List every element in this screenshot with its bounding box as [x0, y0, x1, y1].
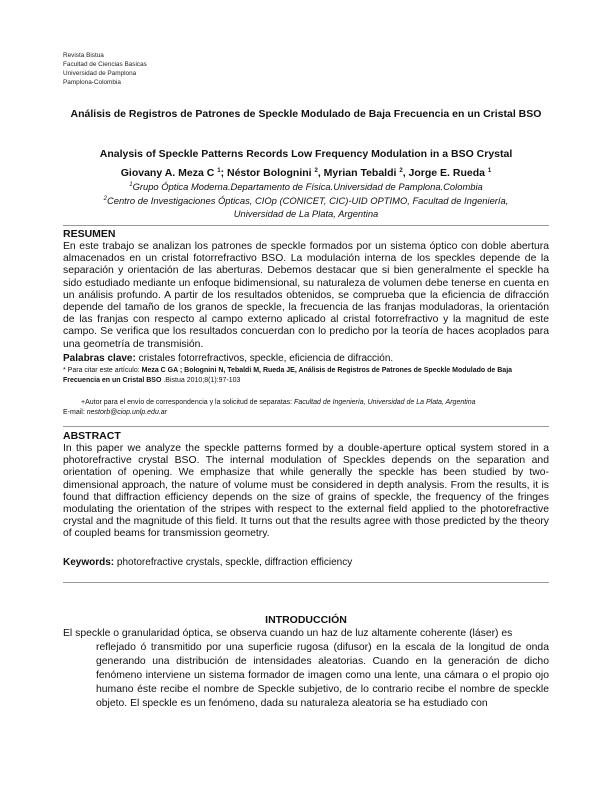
author-bolognini: ; Néstor Bolognini: [220, 167, 312, 179]
email-link[interactable]: nestorb@ciop.unlp.edu.ar: [86, 408, 168, 416]
correspondence-prefix: +Autor para el envío de correspondencia y la solicitud de separatas:: [81, 399, 295, 406]
citation: [63, 366, 549, 385]
divider: [63, 582, 549, 583]
correspondence: [63, 398, 549, 417]
author-rueda-sup: 1: [487, 168, 492, 174]
title-spanish: Análisis de Registros de Patrones de Speckle Modulado de Baja Frecuencia en un Cristal BSO: [70, 108, 542, 120]
abstract-keywords: [63, 557, 549, 568]
resumen-keywords-label: Palabras clave:: [63, 353, 136, 364]
affiliation-2-sup: 2: [103, 196, 107, 202]
citation-bold: Meza C GA ; Bolognini N, Tebaldi M, Rueda JE, Análisis de Registros de Patrones de Speckle Modulado de Baja Frecuencia en un Cristal BSO: [63, 367, 513, 384]
author-rueda: , Jorge E. Rueda: [402, 167, 485, 179]
location: Pamplona-Colombia: [63, 79, 121, 86]
citation-suffix: .Bistua 2010;8(1):97-103: [161, 376, 241, 384]
affiliation-2-cont: Universidad de La Plata, Argentina: [233, 208, 379, 219]
abstract-keywords-text: photorefractive crystals, speckle, diffraction efficiency: [114, 557, 353, 568]
resumen-body: En este trabajo se analizan los patrones de speckle formados por un sistema óptico con doble abertura almacenados en un cristal fotorrefractivo BSO. La modulación interna de los speckles depende de la separación y orientación de las aberturas. Debemos destacar que si bien generalmente el speckle ha sido estudiado mediante un enfoque bidimensional, su naturaleza de volumen debe tenerse en cuenta en un análisis profundo. A partir de los resultados obtenidos, se comprueba que la eficiencia de difracción depende del tamaño de los granos de speckle, la frecuencia de las franjas moduladoras, la orientación de las franjas con respecto al campo externo aplicado al cristal fotorrefractivo y la magnitud de este campo. Se verifica que los resultados concuerdan con lo predicho por la teoría de haces acoplados para una geometría de transmisión.: [63, 241, 549, 350]
journal-name: Revista Bistua: [63, 52, 104, 59]
affiliation-1: [63, 181, 549, 193]
divider: [63, 225, 549, 226]
correspondence-address: Facultad de Ingeniería, Universidad de La Plata, Argentina: [294, 399, 476, 406]
affiliation-2: [63, 195, 549, 207]
abstract-keywords-label: Keywords:: [63, 557, 115, 568]
intro-heading: INTRODUCCIÓN: [265, 614, 347, 626]
title-english: Analysis of Speckle Patterns Records Low Frequency Modulation in a BSO Crystal: [99, 148, 513, 160]
author-tebaldi: , Myrian Tebaldi: [317, 167, 397, 179]
intro-body: reflejado ó transmitido por una superficie rugosa (difusor) en la escala de la longitud de onda generando una distribución de intensidades aleatorias. Cuando en la generación de dicho fenómeno interviene un sistema formador de imagen como una lente, una cámara o el propio ojo humano éste recibe el nombre de Speckle subjetivo, de lo contrario recibe el nombre de speckle objeto. El speckle es un fenómeno, dada su naturaleza aleatoria se ha estudiado con: [96, 642, 549, 709]
divider: [63, 426, 549, 427]
author-bolognini-sup: 2: [314, 168, 318, 174]
journal-header: [63, 51, 147, 87]
resumen-heading: RESUMEN: [63, 228, 116, 240]
author-meza-sup: 1: [217, 168, 221, 174]
citation-star: *: [63, 367, 66, 374]
affiliation-2-text: Centro de Investigaciones Ópticas, CIOp (CONICET, CIC)-UID OPTIMO, Facultad de Ingeniería,: [106, 195, 509, 206]
affiliation-1-text: Grupo Óptica Moderna.Departamento de Física.Universidad de Pamplona.Colombia: [132, 181, 483, 192]
abstract-heading: ABSTRACT: [63, 430, 121, 442]
university: Universidad de Pamplona: [63, 70, 137, 77]
faculty: Facultad de Ciencias Basicas: [63, 61, 147, 68]
email-label: E-mail:: [63, 408, 87, 416]
citation-prefix: Para citar este artículo:: [65, 367, 142, 374]
authors: [63, 167, 549, 180]
abstract-body: In this paper we analyze the speckle patterns formed by a double-aperture optical system stored in a photorefractive crystal BSO. The internal modulation of Speckles depends on the separation and orientation of opening. We emphasize that while generally the speckle has been studied by two-dimensional approach, the nature of volume must be considered in depth analysis. From the results, it is found that diffraction efficiency depends on the size of grains of speckle, the frequency of the fringes modulating the orientation of the stripes with respect to the external field applied to the photorefractive crystal and the magnitude of this field. It turns out that the results agree with those predicted by the theory of coupled beams for transmission geometry.: [63, 443, 549, 540]
author-meza: Giovany A. Meza C: [120, 167, 215, 179]
affiliation-1-sup: 1: [129, 182, 133, 188]
author-tebaldi-sup: 2: [399, 168, 403, 174]
resumen-keywords-text: cristales fotorrefractivos, speckle, eficiencia de difracción.: [135, 353, 394, 364]
intro-first-line: El speckle o granularidad óptica, se observa cuando un haz de luz altamente coherente (láser) es: [63, 628, 513, 639]
resumen-keywords: [63, 353, 549, 364]
